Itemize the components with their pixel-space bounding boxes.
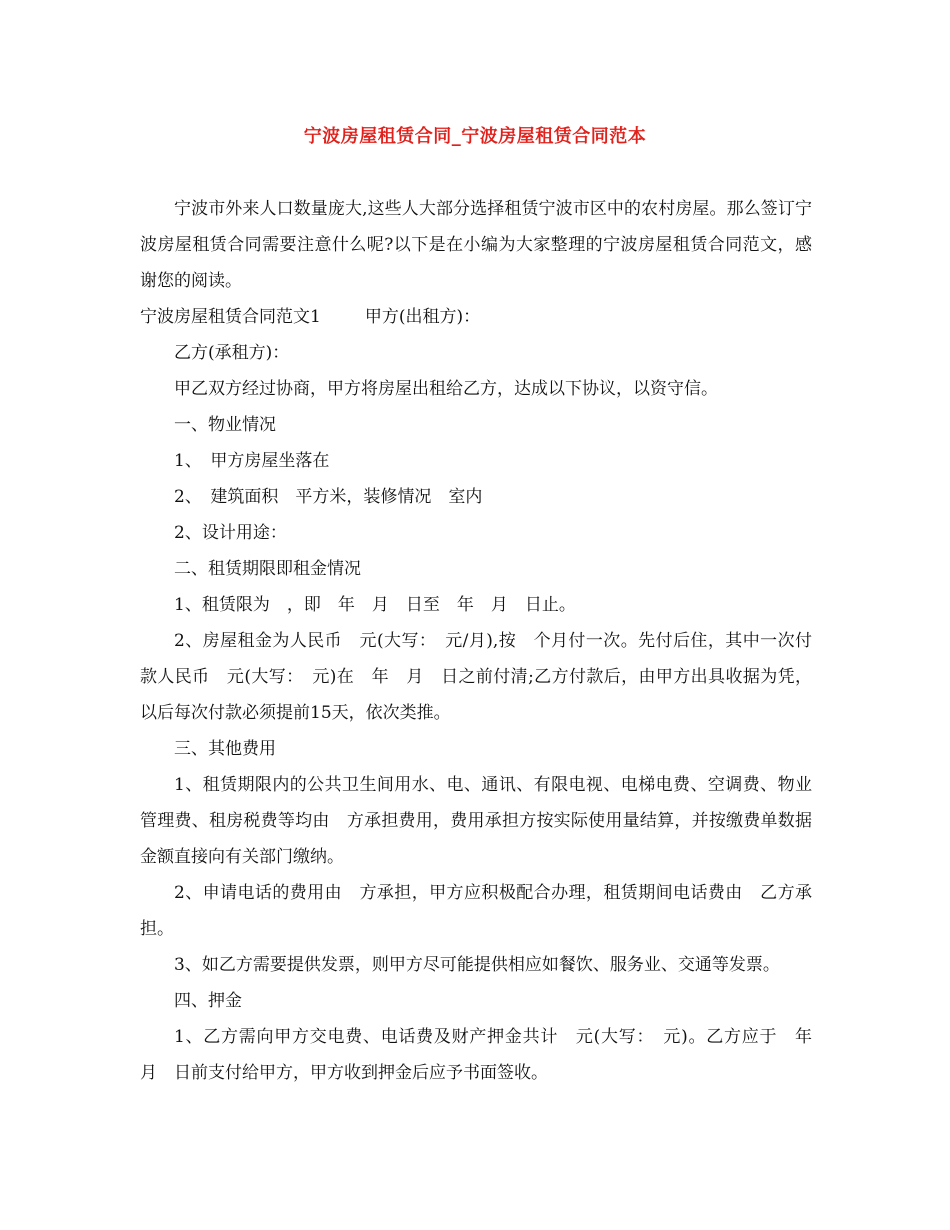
sample-heading-line bbox=[140, 299, 812, 335]
section-3-item-1: 1、租赁期限内的公共卫生间用水、电、通讯、有限电视、电梯电费、空调费、物业管理费、租房税费等均由 方承担费用，费用承担方按实际使用量结算，并按缴费单数据金额直接向有关部门缴纳。 bbox=[140, 775, 812, 867]
section-4-item-1: 1、乙方需向甲方交电费、电话费及财产押金共计 元(大写： 元)。乙方应于 年 月 日前支付给甲方，甲方收到押金后应予书面签收。 bbox=[140, 1027, 829, 1083]
agreement-paragraph: 甲乙双方经过协商，甲方将房屋出租给乙方，达成以下协议，以资守信。 bbox=[174, 379, 718, 399]
section-1-item-1: 1、 甲方房屋坐落在 bbox=[174, 451, 330, 471]
document-body bbox=[140, 191, 829, 1091]
party-a-label: 甲方(出租方)： bbox=[364, 307, 481, 327]
section-2-item-2: 2、房屋租金为人民币 元(大写： 元/月),按 个月付一次。先付后住，其中一次付款人民币 元(大写： 元)在 年 月 日之前付清;乙方付款后，由甲方出具收据为凭，以后每次付款必须提前15天，依次类推。 bbox=[140, 631, 812, 723]
section-1-heading: 一、物业情况 bbox=[174, 415, 276, 435]
section-4-heading: 四、押金 bbox=[174, 991, 242, 1011]
intro-paragraph: 宁波市外来人口数量庞大,这些人大部分选择租赁宁波市区中的农村房屋。那么签订宁波房屋租赁合同需要注意什么呢?以下是在小编为大家整理的宁波房屋租赁合同范文，感谢您的阅读。 bbox=[140, 199, 812, 291]
section-1-item-2: 2、 建筑面积 平方米，装修情况 室内 bbox=[174, 487, 483, 507]
section-3-item-2: 2、申请电话的费用由 方承担，甲方应积极配合办理，租赁期间电话费由 乙方承担。 bbox=[140, 883, 812, 939]
section-3-item-3: 3、如乙方需要提供发票，则甲方尽可能提供相应如餐饮、服务业、交通等发票。 bbox=[174, 955, 780, 975]
section-3-heading: 三、其他费用 bbox=[174, 739, 276, 759]
party-b-label: 乙方(承租方)： bbox=[174, 343, 290, 363]
document-title: 宁波房屋租赁合同_宁波房屋租赁合同范本 bbox=[303, 126, 647, 147]
section-2-item-1: 1、租赁限为 ，即 年 月 日至 年 月 日止。 bbox=[174, 595, 576, 615]
section-1-item-3: 2、设计用途： bbox=[174, 523, 287, 543]
sample-heading: 宁波房屋租赁合同范文1 bbox=[140, 307, 321, 327]
section-2-heading: 二、租赁期限即租金情况 bbox=[174, 559, 361, 579]
